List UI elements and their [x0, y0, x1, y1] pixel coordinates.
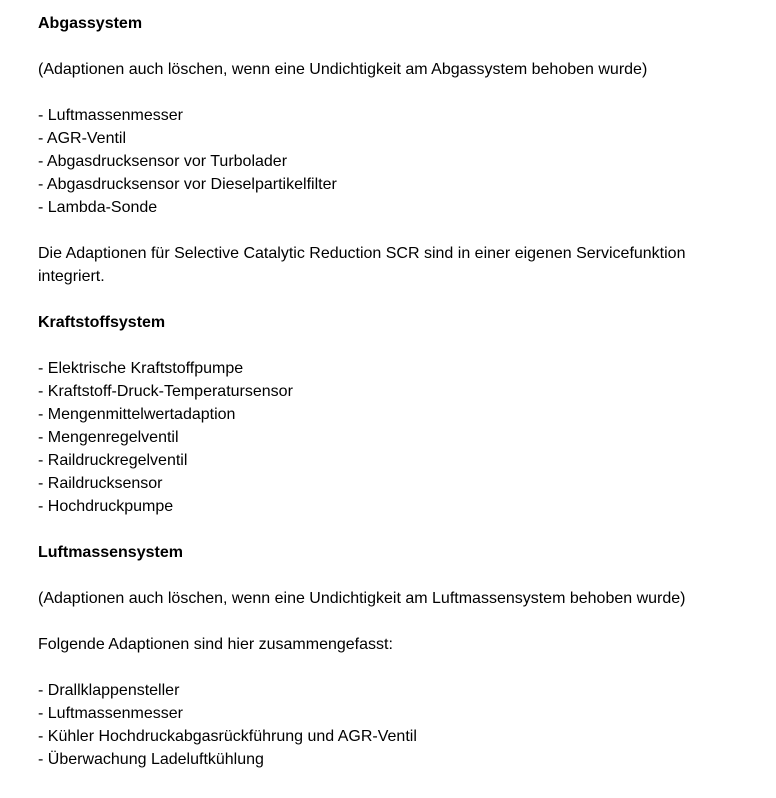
item-list	[38, 357, 758, 518]
spacer	[38, 518, 758, 541]
list-item: - Drallklappensteller	[38, 682, 180, 699]
list-item: - Kühler Hochdruckabgasrückführung und AGR-Ventil	[38, 728, 417, 745]
spacer	[38, 610, 758, 633]
spacer	[38, 219, 758, 242]
list-item: - Kraftstoff-Druck-Temperatursensor	[38, 383, 293, 400]
item-list	[38, 104, 758, 219]
list-item: - Luftmassenmesser	[38, 705, 183, 722]
section-note: (Adaptionen auch löschen, wenn eine Undichtigkeit am Abgassystem behoben wurde)	[38, 61, 648, 78]
list-item: - Abgasdrucksensor vor Dieselpartikelfilter	[38, 176, 337, 193]
list-item: - Mengenregelventil	[38, 429, 179, 446]
list-item: - Raildrucksensor	[38, 475, 163, 492]
list-item: - Raildruckregelventil	[38, 452, 188, 469]
section-heading: Kraftstoffsystem	[38, 314, 166, 331]
spacer	[38, 656, 758, 679]
section-kraftstoffsystem	[38, 311, 758, 541]
section-heading: Luftmassensystem	[38, 544, 183, 561]
section-abgassystem	[38, 12, 758, 311]
spacer	[38, 81, 758, 104]
item-list	[38, 679, 758, 771]
section-intro: Folgende Adaptionen sind hier zusammengefasst:	[38, 636, 393, 653]
section-footer: Die Adaptionen für Selective Catalytic Reduction SCR sind in einer eigenen Servicefunktion integriert.	[38, 245, 686, 285]
list-item: - Mengenmittelwertadaption	[38, 406, 236, 423]
spacer	[38, 35, 758, 58]
section-heading: Abgassystem	[38, 15, 143, 32]
spacer	[38, 564, 758, 587]
spacer	[38, 334, 758, 357]
spacer	[38, 288, 758, 311]
section-note: (Adaptionen auch löschen, wenn eine Undichtigkeit am Luftmassensystem behoben wurde)	[38, 590, 686, 607]
list-item: - AGR-Ventil	[38, 130, 127, 147]
list-item: - Überwachung Ladeluftkühlung	[38, 751, 264, 768]
list-item: - Elektrische Kraftstoffpumpe	[38, 360, 244, 377]
document	[38, 12, 758, 771]
list-item: - Lambda-Sonde	[38, 199, 158, 216]
section-luftmassensystem	[38, 541, 758, 771]
list-item: - Abgasdrucksensor vor Turbolader	[38, 153, 288, 170]
list-item: - Hochdruckpumpe	[38, 498, 174, 515]
list-item: - Luftmassenmesser	[38, 107, 183, 124]
